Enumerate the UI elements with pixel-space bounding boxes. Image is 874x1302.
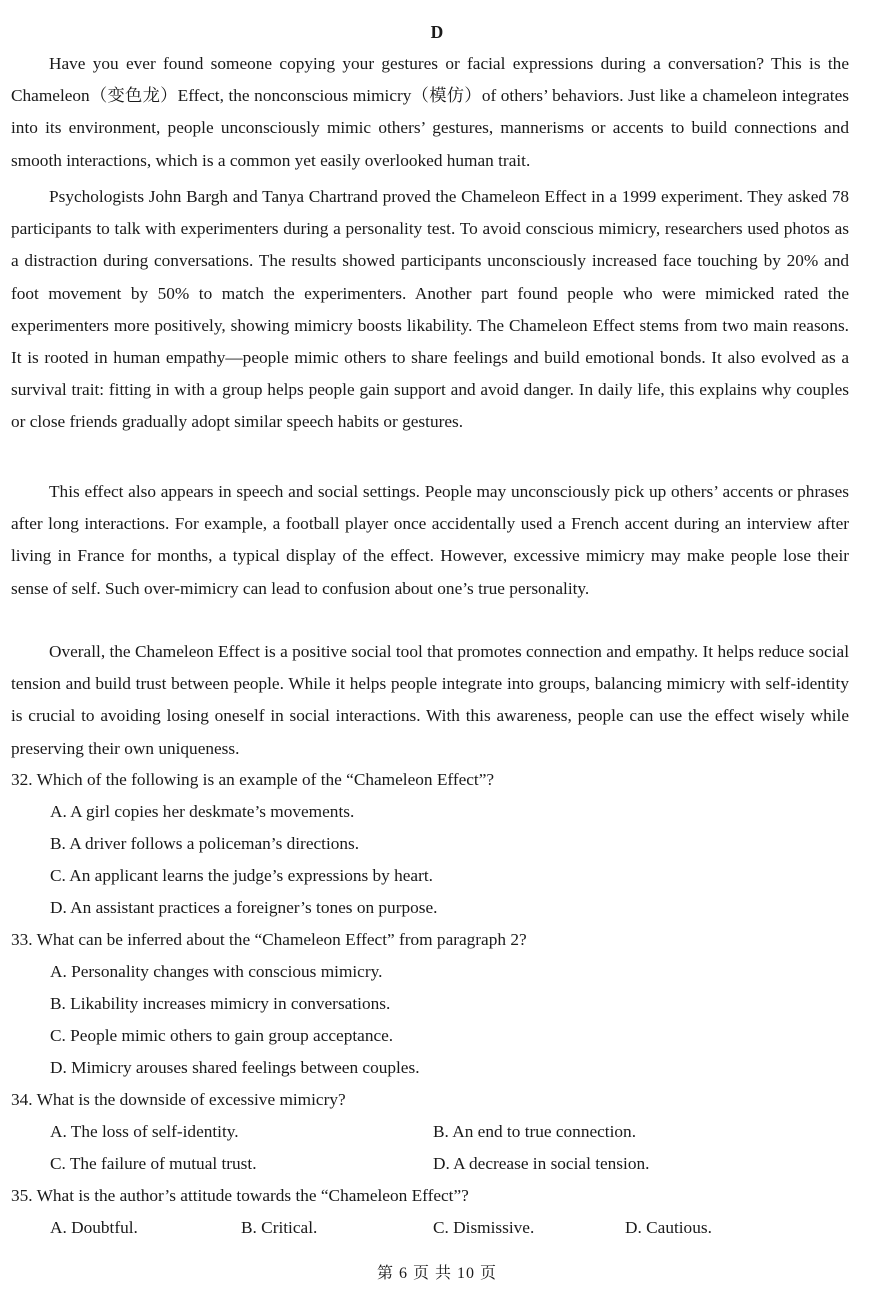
question-32-option-d: D. An assistant practices a foreigner’s tones on purpose. <box>50 898 438 917</box>
question-35-stem: 35. What is the author’s attitude towards the “Chameleon Effect”? <box>11 1186 469 1205</box>
question-34-option-b: B. An end to true connection. <box>433 1122 637 1141</box>
passage-paragraph-1: Have you ever found someone copying your gestures or facial expressions during a conversation? This is the Chameleon（变色龙）Effect, the nonconscious mimicry（模仿）of others’ behaviors. Just like a chameleon integrates into its environment, people unconsciously mimic others’ gestures, mannerisms or accents to build connections and smooth interactions, which is a common yet easily overlooked human trait. <box>11 54 849 170</box>
question-33-option-b: B. Likability increases mimicry in conversations. <box>50 994 391 1013</box>
question-33-option-d: D. Mimicry arouses shared feelings between couples. <box>50 1058 420 1077</box>
question-32-option-c: C. An applicant learns the judge’s expressions by heart. <box>50 866 433 885</box>
question-35-option-b: B. Critical. <box>241 1218 318 1237</box>
question-35-option-d: D. Cautious. <box>625 1218 712 1237</box>
section-heading: D <box>430 22 444 42</box>
question-34-option-c: C. The failure of mutual trust. <box>50 1154 257 1173</box>
question-32-stem: 32. Which of the following is an example of the “Chameleon Effect”? <box>11 770 495 789</box>
question-34-option-a: A. The loss of self-identity. <box>50 1122 239 1141</box>
question-32-option-a: A. A girl copies her deskmate’s movements. <box>50 802 355 821</box>
question-35-option-a: A. Doubtful. <box>50 1218 138 1237</box>
page-footer: 第 6 页 共 10 页 <box>376 1265 497 1282</box>
question-33-option-a: A. Personality changes with conscious mimicry. <box>50 962 383 981</box>
passage-paragraph-4: Overall, the Chameleon Effect is a positive social tool that promotes connection and empathy. It helps reduce social tension and build trust between people. While it helps people integrate into groups, balancing mimicry with self-identity is crucial to avoiding losing oneself in social interactions. With this awareness, people can use the effect wisely while preserving their own uniqueness. <box>11 642 849 758</box>
question-34-option-d: D. A decrease in social tension. <box>433 1154 650 1173</box>
question-34-stem: 34. What is the downside of excessive mimicry? <box>11 1090 346 1109</box>
question-33-stem: 33. What can be inferred about the “Chameleon Effect” from paragraph 2? <box>11 930 527 949</box>
question-33-option-c: C. People mimic others to gain group acceptance. <box>50 1026 394 1045</box>
passage-paragraph-3: This effect also appears in speech and social settings. People may unconsciously pick up others’ accents or phrases after long interactions. For example, a football player once accidentally used a French accent during an interview after living in France for months, a typical display of the effect. However, excessive mimicry may make people lose their sense of self. Such over-mimicry can lead to confusion about one’s true personality. <box>11 482 849 598</box>
passage-paragraph-2: Psychologists John Bargh and Tanya Chartrand proved the Chameleon Effect in a 1999 experiment. They asked 78 participants to talk with experimenters during a personality test. To avoid conscious mimicry, researchers used photos as a distraction during conversations. The results showed participants unconsciously increased face touching by 20% and foot movement by 50% to match the experimenters. Another part found people who were mimicked rated the experimenters more positively, showing mimicry boosts likability. The Chameleon Effect stems from two main reasons. It is rooted in human empathy—people mimic others to share feelings and build emotional bonds. It also evolved as a survival trait: fitting in with a group helps people gain support and avoid danger. In daily life, this explains why couples or close friends gradually adopt similar speech habits or gestures. <box>11 187 849 432</box>
question-35-option-c: C. Dismissive. <box>433 1218 535 1237</box>
question-32-option-b: B. A driver follows a policeman’s directions. <box>50 834 360 853</box>
